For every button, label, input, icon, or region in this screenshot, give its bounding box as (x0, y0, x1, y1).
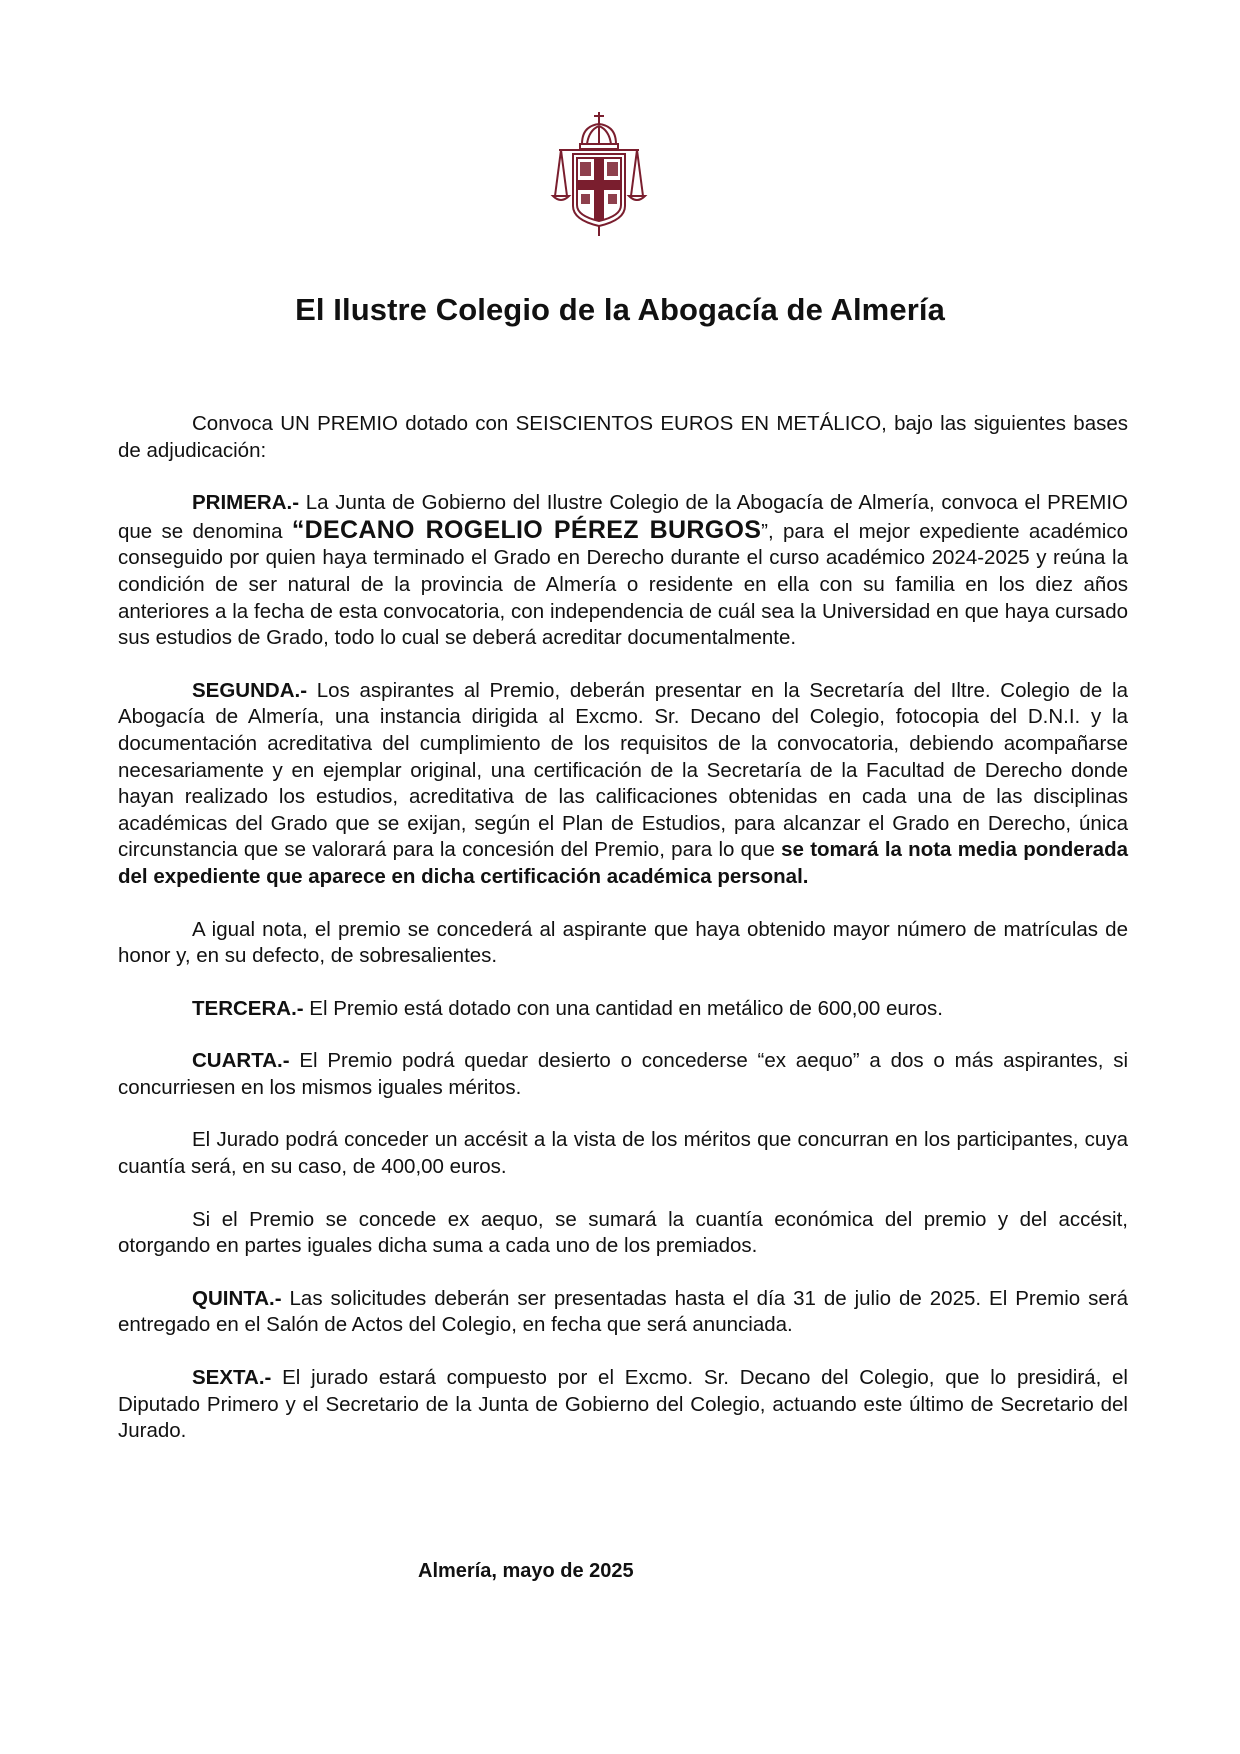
coat-of-arms-icon (549, 110, 649, 240)
tercera-paragraph (118, 996, 1128, 1023)
segunda-paragraph (118, 678, 1128, 891)
tercera-text: El Premio está dotado con una cantidad en metálico de 600,00 euros. (303, 996, 943, 1020)
sexta-text: El jurado estará compuesto por el Excmo. Sr. Decano del Colegio, que lo presidirá, el Diputado Primero y el Secretario de la Junta de Gobierno del Colegio, actuando este último de Secretario del Jurado. (118, 1366, 1128, 1443)
primera-paragraph (118, 490, 1128, 652)
quinta-text: Las solicitudes deberán ser presentadas hasta el día 31 de julio de 2025. El Premio será entregado en el Salón de Actos del Colegio, en fecha que será anunciada. (118, 1286, 1128, 1337)
place-date: Almería, mayo de 2025 (418, 1560, 634, 1582)
primera-text-1: La Junta de Gobierno del Ilustre Colegio de la Abogacía de Almería, convoca el PREMIO que se denomina (118, 491, 1128, 543)
award-name: “DECANO ROGELIO PÉREZ BURGOS (291, 515, 762, 544)
segunda-text-1: Los aspirantes al Premio, deberán presentar en la Secretaría del Iltre. Colegio de la Abogacía de Almería, una instancia dirigida al Excmo. Sr. Decano del Colegio, fotocopia del D.N.I. y la documentación acreditativa del cumplimiento de los requisitos de la convocatoria, debiendo acompañarse necesariamente y en ejemplar original, una certificación de la Secretaría de la Facultad de Derecho donde hayan realizado los estudios, acreditativa de las calificaciones obtenidas en cada una de las disciplinas académicas del Grado que se exijan, según el Plan de Estudios, para alcanzar el Grado en Derecho, única circunstancia que se valorará para la concesión del Premio, para lo que (118, 678, 1128, 862)
segunda-label: SEGUNDA.- (192, 678, 308, 702)
segunda-bold-text: se tomará la nota media ponderada del expediente que aparece en dicha certificación académica personal. (118, 838, 1129, 888)
cuarta-text: El Premio podrá quedar desierto o concederse “ex aequo” a dos o más aspirantes, si concurriesen en los mismos iguales méritos. (118, 1049, 1128, 1099)
cuarta-label: CUARTA.- (192, 1049, 290, 1073)
ex-aequo-paragraph: Si el Premio se concede ex aequo, se sumará la cuantía económica del premio y del accésit, otorgando en partes iguales dicha suma a cada uno de los premiados. (118, 1207, 1128, 1258)
intro-paragraph: Convoca UN PREMIO dotado con SEISCIENTOS EUROS EN METÁLICO, bajo las siguientes bases de adjudicación: (118, 412, 1128, 462)
quinta-label: QUINTA.- (192, 1286, 282, 1310)
tercera-label: TERCERA.- (192, 996, 304, 1020)
primera-text-2: ”, para el mejor expediente académico conseguido por quien haya terminado el Grado en Derecho durante el curso académico 2024-2025 y reúna la condición de ser natural de la provincia de Almería o residente en ella con su familia en los diez años anteriores a la fecha de esta convocatoria, con independencia de cuál sea la Universidad en que haya cursado sus estudios de Grado, todo lo cual se deberá acreditar documentalmente. (118, 519, 1128, 650)
document-body (118, 411, 1128, 1471)
page-title: El Ilustre Colegio de la Abogacía de Almería (295, 292, 945, 327)
tie-rule-paragraph: A igual nota, el premio se concederá al aspirante que haya obtenido mayor número de matrículas de honor y, en su defecto, de sobresalientes. (118, 917, 1128, 968)
quinta-paragraph (118, 1286, 1128, 1339)
cuarta-paragraph (118, 1048, 1128, 1101)
sexta-paragraph (118, 1365, 1128, 1445)
sexta-label: SEXTA.- (192, 1366, 272, 1390)
primera-label: PRIMERA.- (192, 491, 300, 515)
accesit-paragraph: El Jurado podrá conceder un accésit a la vista de los méritos que concurran en los participantes, cuya cuantía será, en su caso, de 400,00 euros. (118, 1128, 1128, 1179)
